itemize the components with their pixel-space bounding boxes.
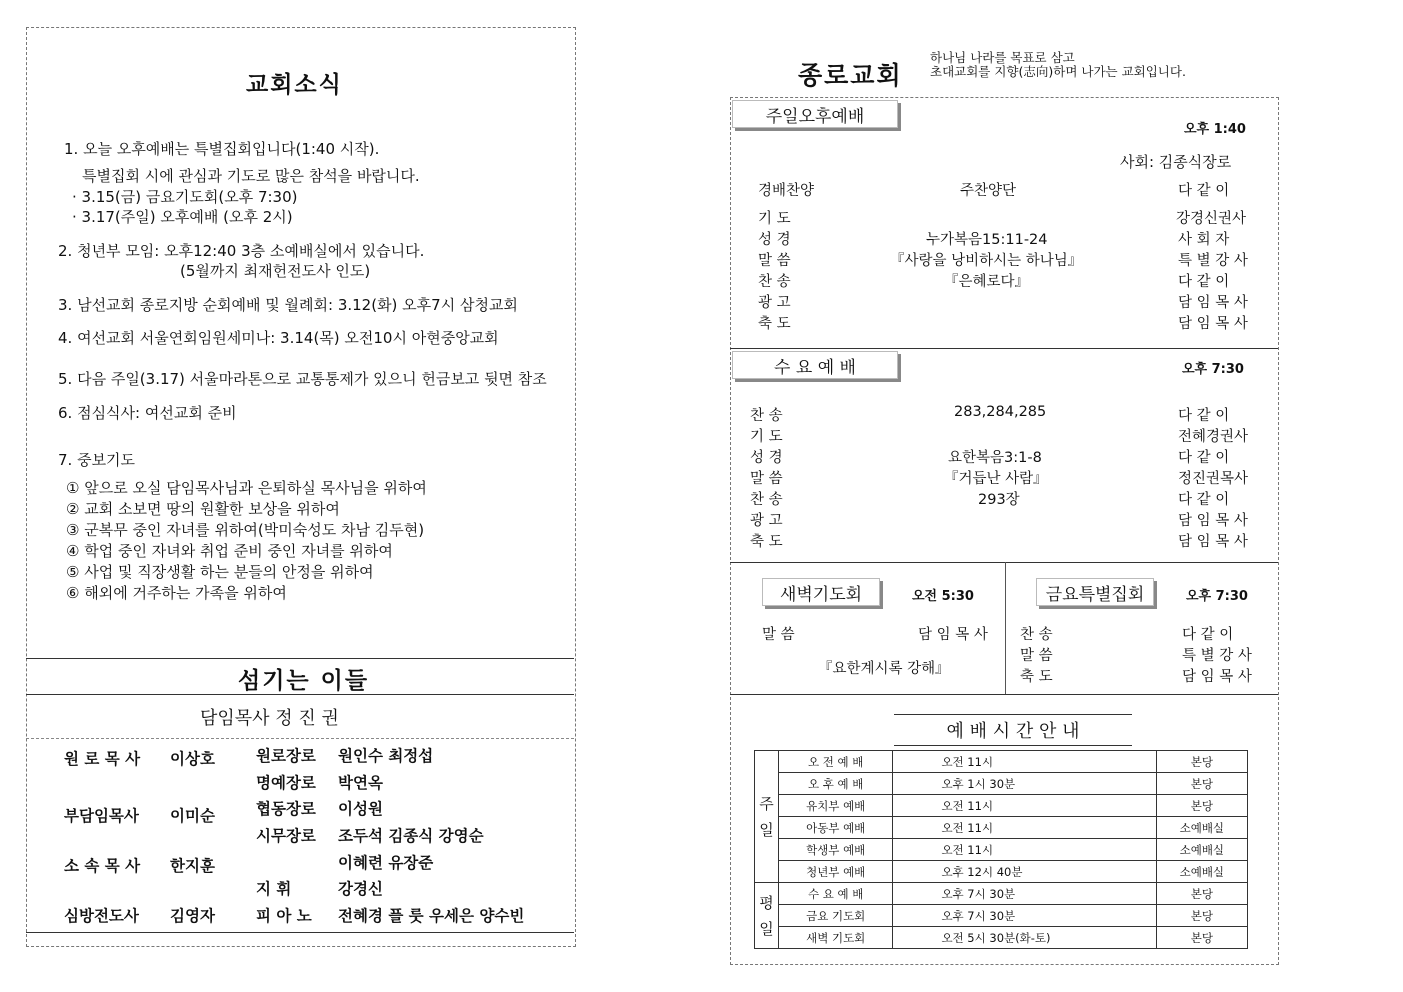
- service-leader: 사회: 김종식장로: [1120, 153, 1232, 171]
- role-label: 명예장로: [256, 774, 316, 792]
- person-name: 이미순: [170, 807, 215, 825]
- order-leader: 전혜경권사: [1178, 429, 1249, 445]
- dawn-prayer-tab: 새벽기도회: [762, 578, 880, 606]
- news-item: 7. 중보기도: [58, 451, 136, 469]
- news-item: 1. 오늘 오후예배는 특별집회입니다(1:40 시작).: [64, 140, 380, 158]
- table-row: [755, 773, 1248, 795]
- weekday-group-label: 평 일: [755, 883, 779, 949]
- prayer-item: ⑤ 사업 및 직장생활 하는 분들의 안정을 위하여: [66, 563, 374, 581]
- church-motto-line1: 하나님 나라를 목표로 삼고: [930, 50, 1075, 65]
- news-item: 3. 남선교회 종로지방 순회예배 및 월례회: 3.12(화) 오후7시 삼청교회: [58, 296, 518, 314]
- table-row: [755, 927, 1248, 949]
- order-row: [750, 467, 1249, 488]
- servers-title: 섬기는 이들: [238, 668, 370, 694]
- service-place: 소예배실: [1156, 817, 1247, 839]
- order-label: 축 도: [758, 316, 791, 332]
- order-label: 성 경: [750, 450, 783, 466]
- order-row: [1020, 665, 1252, 686]
- order-row: [758, 249, 1248, 270]
- order-content: 주찬양단: [960, 183, 1017, 199]
- service-name: 새벽 기도회: [778, 927, 892, 949]
- wednesday-service-tab: 수 요 예 배: [732, 351, 898, 379]
- order-leader: 담 임 목 사: [1178, 316, 1248, 332]
- order-label: 찬 송: [1020, 627, 1053, 643]
- order-label: 말 씀: [750, 471, 783, 487]
- afternoon-service-tab: 주일오후예배: [732, 100, 898, 128]
- church-motto-line2: 초대교회를 지향(志向)하며 나가는 교회입니다.: [930, 64, 1186, 79]
- service-time: 오후 7시 30분: [893, 883, 1156, 905]
- order-row: [758, 312, 1248, 333]
- order-label: 기 도: [758, 211, 791, 227]
- person-name: 이상호: [170, 750, 215, 768]
- order-content: 283,284,285: [954, 404, 1047, 420]
- order-leader: 특 별 강 사: [1182, 648, 1252, 664]
- divider: [730, 348, 1278, 349]
- church-name: 종로교회: [798, 61, 903, 90]
- news-item: · 3.15(금) 금요기도회(오후 7:30): [72, 188, 298, 206]
- table-row: [755, 905, 1248, 927]
- schedule-table: [754, 750, 1248, 949]
- order-row: [750, 530, 1248, 551]
- order-label: 성 경: [758, 232, 791, 248]
- service-time: 오전 11시: [893, 751, 1156, 773]
- order-label: 기 도: [750, 429, 783, 445]
- divider: [26, 738, 574, 739]
- service-name: 청년부 예배: [778, 861, 892, 883]
- table-row: [755, 861, 1248, 883]
- order-content: 누가복음15:11-24: [926, 232, 1048, 248]
- order-leader: 다 같 이: [1178, 183, 1230, 199]
- order-row: [750, 404, 1230, 425]
- table-row: [755, 817, 1248, 839]
- order-row: [758, 291, 1248, 312]
- service-place: 본당: [1156, 927, 1247, 949]
- order-row: [750, 509, 1248, 530]
- order-label: 축 도: [1020, 669, 1053, 685]
- order-leader: 특 별 강 사: [1178, 253, 1248, 269]
- order-leader: 강경신권사: [1176, 211, 1247, 227]
- order-leader: 담 임 목 사: [1178, 295, 1248, 311]
- order-label: 찬 송: [750, 492, 783, 508]
- order-leader: 다 같 이: [1178, 450, 1230, 466]
- service-place: 본당: [1156, 795, 1247, 817]
- order-content: 요한복음3:1-8: [948, 450, 1042, 466]
- service-time: 오전 11시: [893, 817, 1156, 839]
- order-leader: 다 같 이: [1178, 274, 1230, 290]
- service-time: 오전 5시 30분(화-토): [893, 927, 1156, 949]
- order-content: 『은혜로다』: [944, 274, 1030, 290]
- news-item: 5. 다음 주일(3.17) 서울마라톤으로 교통통제가 있으니 헌금보고 뒷면 참조: [58, 370, 547, 388]
- service-time: 오후 7시 30분: [893, 905, 1156, 927]
- senior-pastor: 담임목사 정 진 권: [200, 708, 339, 729]
- person-name: 김영자: [170, 907, 215, 925]
- prayer-item: ② 교회 소보면 땅의 원활한 보상을 위하여: [66, 500, 340, 518]
- service-name: 학생부 예배: [778, 839, 892, 861]
- dawn-prayer-time: 오전 5:30: [912, 589, 974, 604]
- order-leader: 정진권목사: [1178, 471, 1249, 487]
- divider: [1005, 562, 1006, 694]
- person-name: 조두석 김종식 강영순: [338, 827, 484, 845]
- order-row: [758, 228, 1230, 249]
- divider: [26, 658, 574, 659]
- service-place: 본당: [1156, 905, 1247, 927]
- person-name: 한지훈: [170, 857, 215, 875]
- role-label: 심방전도사: [64, 907, 139, 925]
- service-place: 본당: [1156, 773, 1247, 795]
- sunday-group-label: 주 일: [755, 751, 779, 883]
- prayer-item: ④ 학업 중인 자녀와 취업 준비 중인 자녀를 위하여: [66, 542, 393, 560]
- service-name: 아동부 예배: [778, 817, 892, 839]
- order-label: 찬 송: [758, 274, 791, 290]
- service-place: 본당: [1156, 751, 1247, 773]
- role-label: 협동장로: [256, 800, 316, 818]
- service-time: 오전 11시: [893, 839, 1156, 861]
- news-item: · 3.17(주일) 오후예배 (오후 2시): [72, 208, 293, 226]
- order-label: 말 씀: [762, 627, 795, 643]
- dawn-order-row: [762, 623, 988, 644]
- person-name: 원인수 최정섭: [338, 747, 434, 765]
- person-name: 박연옥: [338, 774, 383, 792]
- service-name: 금요 기도회: [778, 905, 892, 927]
- news-item: 4. 여선교회 서울연회임원세미나: 3.14(목) 오전10시 아현중앙교회: [58, 329, 499, 347]
- role-label: 원 로 목 사: [64, 750, 141, 768]
- table-row: [755, 751, 1248, 773]
- service-name: 수 요 예 배: [778, 883, 892, 905]
- news-item: 2. 청년부 모임: 오후12:40 3층 소예배실에서 있습니다.: [58, 242, 425, 260]
- order-label: 경배찬양: [758, 183, 815, 199]
- order-leader: 다 같 이: [1182, 627, 1234, 643]
- role-label: 피 아 노: [256, 907, 312, 925]
- order-leader: 담 임 목 사: [1182, 669, 1252, 685]
- divider: [26, 694, 574, 695]
- order-row: [1020, 644, 1252, 665]
- news-item: 6. 점심식사: 여선교회 준비: [58, 404, 237, 422]
- role-label: 시무장로: [256, 827, 316, 845]
- order-row: [750, 446, 1230, 467]
- order-leader: 담 임 목 사: [1178, 513, 1248, 529]
- prayer-item: ① 앞으로 오실 담임목사님과 은퇴하실 목사님을 위하여: [66, 479, 427, 497]
- order-row: [750, 488, 1230, 509]
- service-time: 오전 11시: [893, 795, 1156, 817]
- divider: [730, 694, 1278, 695]
- service-name: 유치부 예배: [778, 795, 892, 817]
- divider: [730, 562, 1278, 563]
- order-leader: 담 임 목 사: [918, 627, 988, 643]
- service-place: 본당: [1156, 883, 1247, 905]
- order-leader: 담 임 목 사: [1178, 534, 1248, 550]
- news-item: 특별집회 시에 관심과 기도로 많은 참석을 바랍니다.: [82, 167, 420, 185]
- schedule-title: 예 배 시 간 안 내: [894, 714, 1132, 746]
- table-row: [755, 883, 1248, 905]
- friday-service-tab: 금요특별집회: [1036, 578, 1154, 606]
- order-row: [758, 207, 1247, 228]
- order-leader: 사 회 자: [1178, 232, 1230, 248]
- service-time: 오후 12시 40분: [893, 861, 1156, 883]
- news-item: (5월까지 최재헌전도사 인도): [180, 262, 371, 280]
- dawn-sermon-note: 『요한계시록 강해』: [818, 661, 950, 677]
- role-label: 원로장로: [256, 747, 316, 765]
- order-row: [1020, 623, 1234, 644]
- person-name: 이성원: [338, 800, 383, 818]
- order-label: 광 고: [758, 295, 791, 311]
- order-label: 말 씀: [758, 253, 791, 269]
- order-row: [758, 179, 1258, 200]
- order-label: 광 고: [750, 513, 783, 529]
- service-place: 소예배실: [1156, 861, 1247, 883]
- order-row: [758, 270, 1230, 291]
- divider: [26, 932, 574, 933]
- role-label: 지 휘: [256, 880, 292, 898]
- order-leader: 다 같 이: [1178, 408, 1230, 424]
- role-label: 부담임목사: [64, 807, 139, 825]
- person-name: 강경신: [338, 880, 383, 898]
- prayer-item: ③ 군복무 중인 자녀를 위하여(박미숙성도 차남 김두현): [66, 521, 425, 539]
- role-label: 소 속 목 사: [64, 857, 141, 875]
- news-title: 교회소식: [246, 72, 343, 98]
- order-leader: 다 같 이: [1178, 492, 1230, 508]
- order-label: 축 도: [750, 534, 783, 550]
- table-row: [755, 839, 1248, 861]
- order-content: 『거듭난 사람』: [944, 471, 1048, 487]
- friday-service-time: 오후 7:30: [1186, 589, 1248, 604]
- person-name: 전혜경 플 룻 우세은 양수빈: [338, 907, 525, 925]
- order-label: 찬 송: [750, 408, 783, 424]
- order-content: 『사랑을 낭비하시는 하나님』: [890, 253, 1083, 269]
- prayer-item: ⑥ 해외에 거주하는 가족을 위하여: [66, 584, 287, 602]
- order-content: 293장: [978, 492, 1020, 508]
- afternoon-service-time: 오후 1:40: [1184, 122, 1246, 137]
- table-row: [755, 795, 1248, 817]
- order-label: 말 씀: [1020, 648, 1053, 664]
- service-place: 소예배실: [1156, 839, 1247, 861]
- wednesday-service-time: 오후 7:30: [1182, 362, 1244, 377]
- person-name: 이혜련 유장준: [338, 854, 434, 872]
- service-name: 오 전 예 배: [778, 751, 892, 773]
- order-row: [750, 425, 1249, 446]
- service-time: 오후 1시 30분: [893, 773, 1156, 795]
- service-name: 오 후 예 배: [778, 773, 892, 795]
